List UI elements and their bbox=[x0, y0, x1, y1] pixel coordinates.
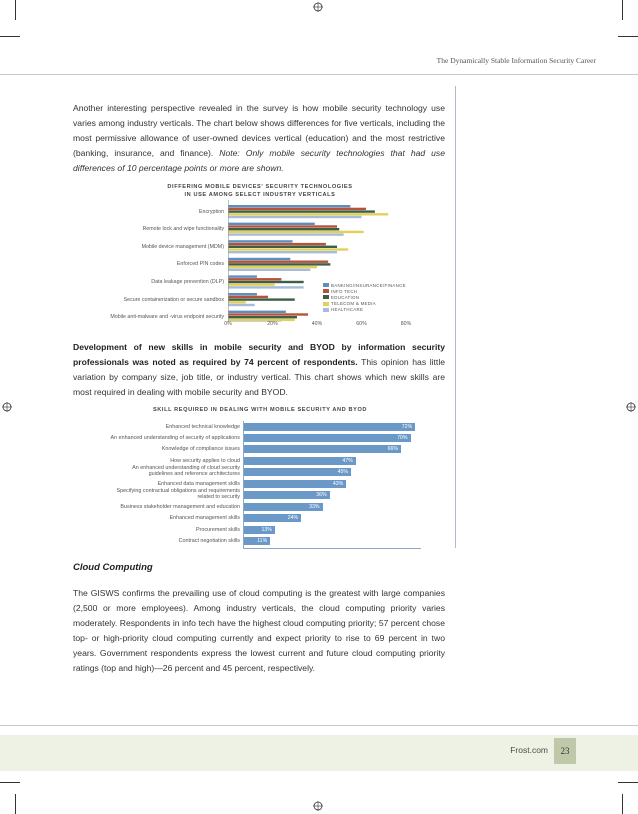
registration-mark-icon bbox=[2, 402, 12, 412]
page-number: 23 bbox=[554, 738, 576, 764]
byod-text: This opinion has little variation by company size, job title, or industry vertical. This chart shows which new skills are most required in dealing with mobile security and BYOD. bbox=[73, 357, 446, 398]
chart1-bar bbox=[228, 231, 364, 233]
chart1-category-label: Remote lock and wipe functionality bbox=[142, 226, 224, 233]
chart2-category-label: Knowledge of compliance issues bbox=[161, 445, 240, 452]
chart1-bar bbox=[228, 205, 350, 207]
chart1-bar bbox=[228, 248, 348, 250]
chart2-category-label: Contract negotiation skills bbox=[178, 537, 240, 544]
chart2-value-label: 13% bbox=[261, 527, 272, 533]
registration-mark-icon bbox=[626, 402, 636, 412]
chart2-value-label: 70% bbox=[397, 435, 408, 441]
crop-mark bbox=[622, 0, 623, 20]
chart1-bar bbox=[228, 296, 268, 298]
chart2-value-label: 11% bbox=[257, 538, 268, 544]
chart1-bar bbox=[228, 223, 315, 225]
chart2-category-label: An enhanced understanding of security of applications bbox=[110, 434, 240, 441]
chart1-bar bbox=[228, 301, 246, 303]
chart1-legend-label: HEALTHCARE bbox=[331, 307, 364, 313]
chart1-bar bbox=[228, 298, 295, 300]
chart2-category-label: Specifying contractual obligations and requirements related to security bbox=[116, 488, 240, 500]
cloud-heading: Cloud Computing bbox=[73, 562, 153, 573]
chart1-legend-swatch bbox=[323, 283, 329, 287]
chart1-bar bbox=[228, 208, 366, 210]
chart1-bar bbox=[228, 263, 330, 265]
chart1-bar bbox=[228, 319, 295, 321]
chart2-category-label: Enhanced data management skills bbox=[157, 480, 240, 487]
chart2-category-label: Enhanced management skills bbox=[169, 514, 240, 521]
chart2-category-label: An enhanced understanding of cloud security guidelines and reference architectures bbox=[132, 465, 240, 477]
chart1-bar bbox=[228, 313, 308, 315]
footer-rule bbox=[0, 725, 638, 726]
chart2-axis bbox=[243, 421, 244, 549]
chart1-bar bbox=[228, 304, 255, 306]
crop-mark bbox=[622, 794, 623, 814]
chart2-value-label: 45% bbox=[337, 469, 348, 475]
chart1-tick-label: 20% bbox=[267, 321, 278, 327]
chart1-legend-label: BANKING/INSURANCE/FINANCE bbox=[331, 282, 406, 288]
chart1-bar bbox=[228, 258, 290, 260]
chart2-value-label: 47% bbox=[342, 458, 353, 464]
chart1-bar bbox=[228, 228, 339, 230]
column-rule bbox=[455, 86, 456, 548]
chart1-bar bbox=[228, 266, 317, 268]
registration-mark-icon bbox=[313, 2, 323, 12]
chart1-bar bbox=[228, 278, 281, 280]
chart1-bar bbox=[228, 251, 337, 253]
chart1-bar bbox=[228, 210, 375, 212]
chart1-category-label: Mobile device management (MDM) bbox=[141, 243, 224, 250]
chart1-legend-swatch bbox=[323, 289, 329, 293]
chart1-bar bbox=[228, 261, 328, 263]
chart1-legend-swatch bbox=[323, 308, 329, 312]
chart1-bar bbox=[228, 316, 297, 318]
crop-mark bbox=[0, 36, 20, 37]
chart2-title: SKILL REQUIRED IN DEALING WITH MOBILE SECURITY AND BYOD bbox=[152, 407, 368, 413]
registration-mark-icon bbox=[313, 801, 323, 811]
header-rule bbox=[0, 74, 638, 75]
chart1-bar bbox=[228, 293, 257, 295]
chart1-bar bbox=[228, 311, 286, 313]
chart2-category-label: How security applies to cloud bbox=[170, 457, 240, 464]
chart1-bar bbox=[228, 286, 304, 288]
chart2-value-label: 36% bbox=[316, 492, 327, 498]
byod-bold-text: Development of new skills in mobile security and BYOD by information security professionals was noted as required by 74 percent of respondents. bbox=[73, 342, 445, 368]
chart1-bar bbox=[228, 281, 304, 283]
chart1-bar bbox=[228, 216, 362, 218]
chart1-category-label: Mobile anti-malware and -virus endpoint security bbox=[110, 314, 224, 321]
crop-mark bbox=[618, 782, 638, 783]
chart1-title-line: IN USE AMONG SELECT INDUSTRY VERTICALS bbox=[184, 192, 336, 198]
crop-mark bbox=[15, 794, 16, 814]
chart1-category-label: Data leakage prevention (DLP) bbox=[151, 278, 224, 285]
chart1-title-line: DIFFERING MOBILE DEVICES' SECURITY TECHNOLOGIES bbox=[167, 184, 353, 190]
cloud-paragraph: The GISWS confirms the prevailing use of cloud computing is the greatest with large companies (2,500 or more employees). Among industry verticals, the cloud computing priority varies moderately. Respondents in info tech have the highest cloud computing priority; 57 percent chose top- or high-priority cloud computing currently and expect priority to rise to 69 percent in two years. Government respondents express the lowest current and future cloud computing priority ratings (top and high)—26 percent and 45 percent, respectively. bbox=[73, 588, 445, 674]
chart2-value-label: 72% bbox=[401, 424, 413, 430]
chart1-legend-label: TELECOM & MEDIA bbox=[331, 301, 376, 307]
chart1-legend-swatch bbox=[323, 302, 329, 306]
chart1-legend-swatch bbox=[323, 295, 329, 299]
chart1-bar bbox=[228, 233, 344, 235]
chart2-value-label: 33% bbox=[309, 504, 320, 510]
crop-mark bbox=[0, 782, 20, 783]
chart2-category-label: Procurement skills bbox=[195, 526, 240, 533]
footer-site-link[interactable]: Frost.com bbox=[510, 745, 548, 755]
chart1-category-label: Enforced PIN codes bbox=[176, 261, 224, 268]
chart1-category-label: Encryption bbox=[198, 208, 224, 215]
chart1-bar bbox=[228, 213, 388, 215]
crop-mark bbox=[618, 36, 638, 37]
chart1-bar bbox=[228, 284, 275, 286]
intro-paragraph bbox=[73, 101, 445, 176]
chart2-value-label: 43% bbox=[332, 481, 344, 487]
running-header: The Dynamically Stable Information Security Career bbox=[436, 56, 596, 65]
chart1-bar bbox=[228, 243, 326, 245]
chart1-tick-label: 40% bbox=[311, 321, 323, 327]
chart1-tick-label: 60% bbox=[356, 321, 367, 327]
chart1-bar bbox=[228, 240, 293, 242]
byod-paragraph bbox=[73, 340, 445, 400]
chart2-category-label: Business stakeholder management and education bbox=[120, 503, 240, 510]
chart2-value-label: 66% bbox=[387, 446, 398, 452]
chart1-bar bbox=[228, 246, 337, 248]
chart1-legend-label: EDUCATION bbox=[331, 294, 360, 300]
intro-text: Another interesting perspective revealed in the survey is how mobile security technology use varies among industry verticals. The chart below shows differences for five verticals, including the most permissive allowance of user-owned devices vertical (education) and the most restrictive (banking, insurance, and finance). bbox=[73, 103, 445, 159]
chart1-bar bbox=[228, 275, 257, 277]
chart1-bar bbox=[228, 225, 337, 227]
chart1-bar bbox=[228, 269, 310, 271]
chart1-tick-label: 0% bbox=[224, 321, 232, 327]
chart2-category-label: Enhanced technical knowledge bbox=[165, 423, 240, 430]
chart1-title bbox=[140, 183, 380, 199]
chart2-baseline bbox=[243, 548, 421, 549]
chart1-tick-label: 80% bbox=[400, 321, 412, 327]
chart2-value-label: 24% bbox=[287, 515, 299, 521]
chart1-category-label: Secure containerization or secure sandbox bbox=[123, 296, 224, 303]
intro-note: Note: Only mobile security technologies that had use differences of 10 percentage points or more are shown. bbox=[73, 148, 446, 174]
chart1-legend-label: INFO TECH bbox=[331, 288, 358, 294]
crop-mark bbox=[15, 0, 16, 20]
